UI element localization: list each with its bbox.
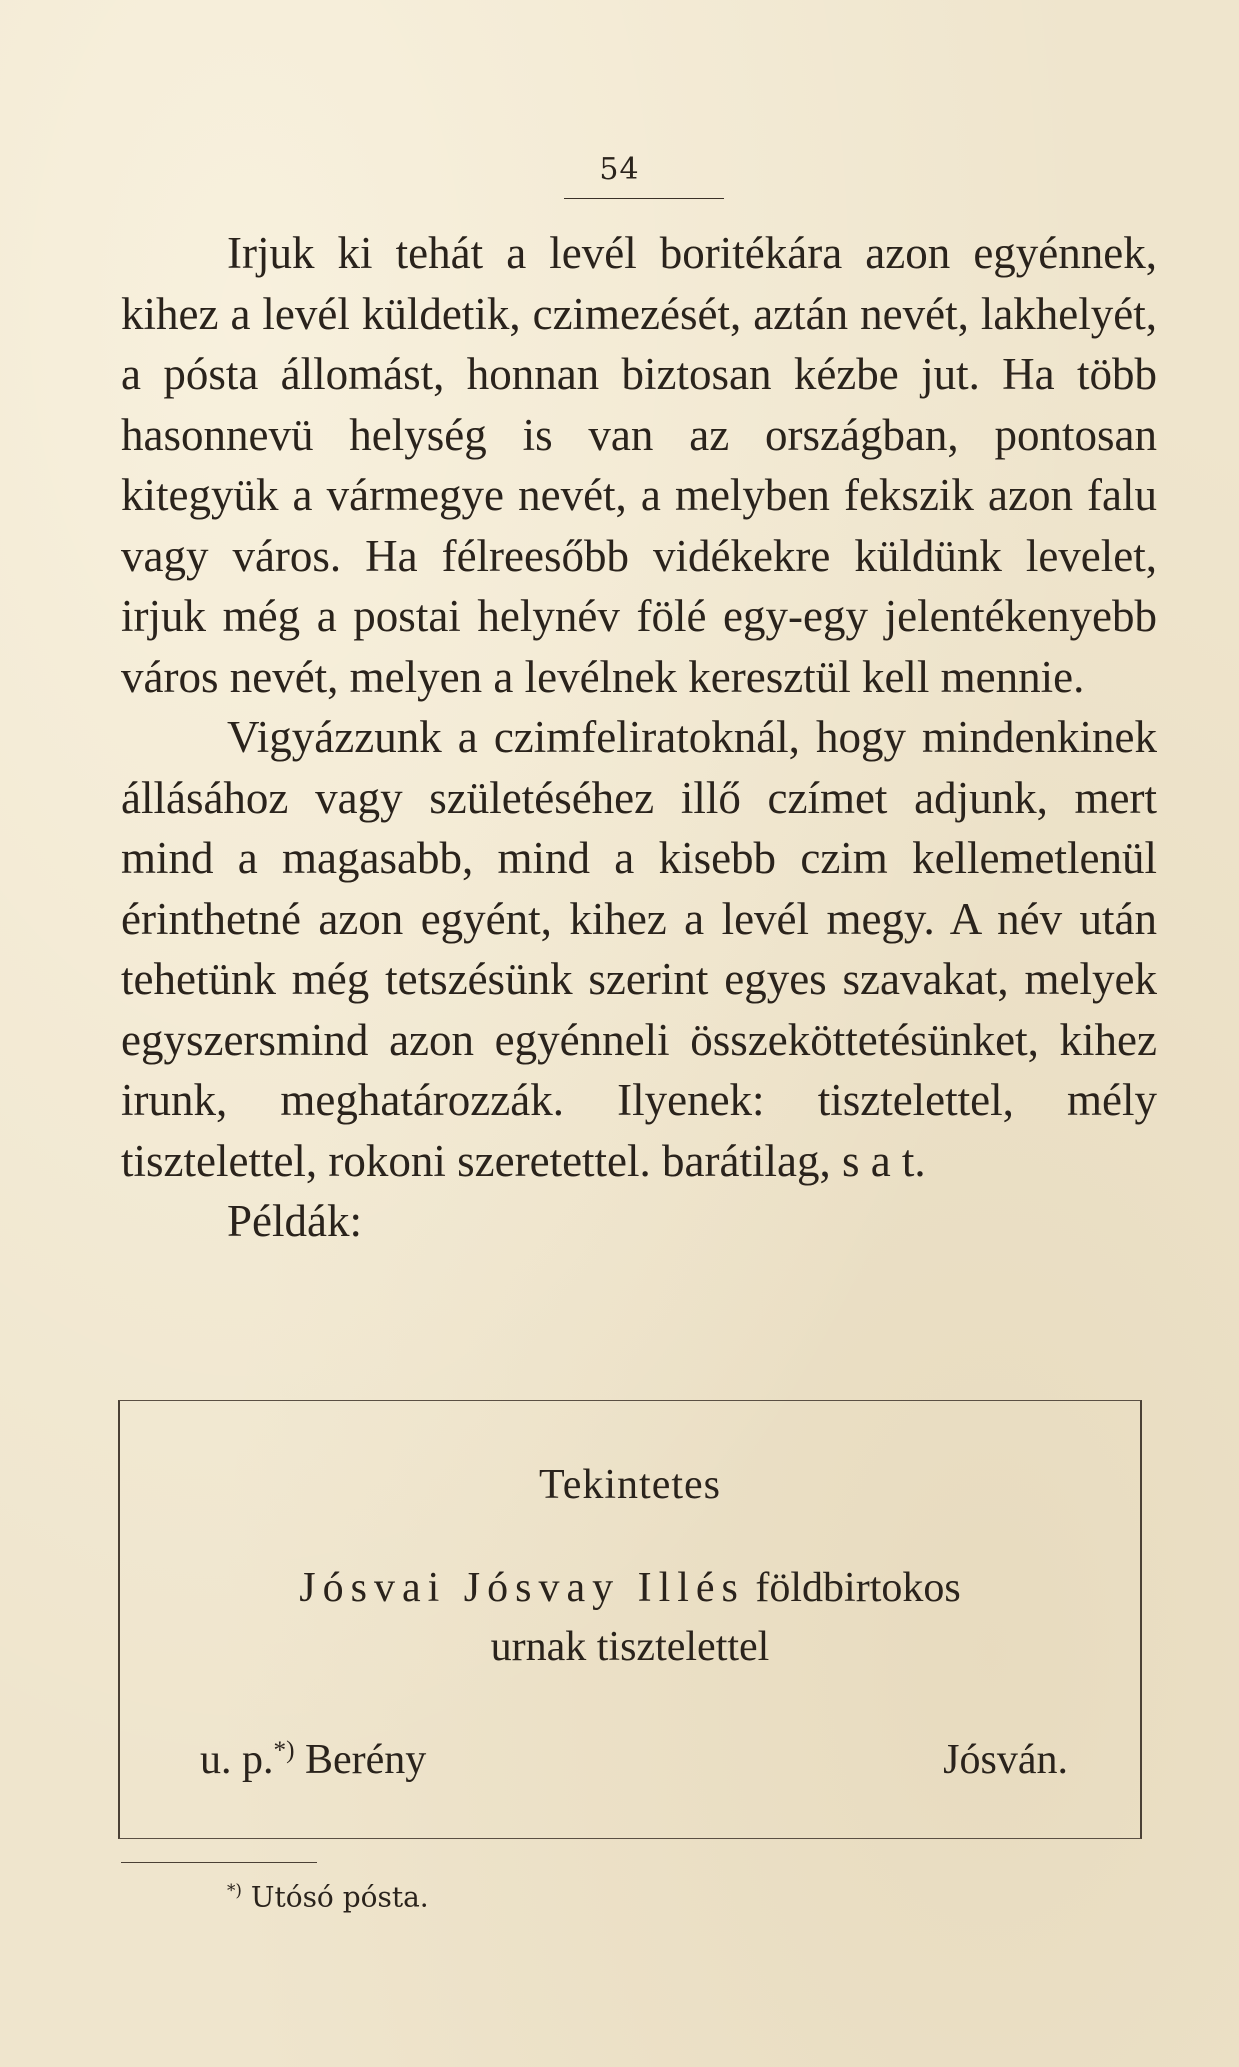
page-number: 54 xyxy=(599,152,640,187)
example-place: Jósván. xyxy=(943,1737,1068,1783)
paragraph-1: Irjuk ki tehát a levél boritékára azon egyénnek, kihez a levél küldetik, czimezését, aztán nevét, lakhelyét, a pósta állomást, honnan biztosan kézbe jut. Ha több hasonnevü helység is van az országban, pontosan kitegyük a vármegye nevét, a melyben fekszik azon falu vagy város. Ha félreesőbb vidékekre küldünk levelet, irjuk még a postai helynév fölé egy-egy jelentékenyebb város nevét, melyen a levélnek keresztül kell mennie. xyxy=(121,228,1157,702)
example-name-line xyxy=(120,1564,1140,1612)
example-name: Jósvai Jósvay Illés xyxy=(299,1565,745,1611)
example-salutation: urnak tisztelettel xyxy=(490,1624,770,1670)
footnote xyxy=(227,1880,429,1913)
paragraph-2: Vigyázzunk a czimfeliratoknál, hogy mindenkinek állásához vagy születéséhez illő czímet adjunk, mert mind a magasabb, mind a kisebb czim kellemetlenül érinthetné azon egyént, kihez a levél megy. A név után tehetünk még tetszésünk szerint egyes szavakat, melyek egyszersmind azon egyénneli összeköttetésünket, kihez irunk, meghatározzák. Ilyenek: tisztelettel, mély tisztelettel, rokoni szeretettel. barátilag, s a t. xyxy=(121,712,1157,1186)
example-occupation: földbirtokos xyxy=(755,1565,961,1611)
example-address-box xyxy=(118,1400,1142,1839)
example-post-office xyxy=(200,1736,426,1784)
examples-label: Példák: xyxy=(227,1196,362,1246)
example-post-mark: *) xyxy=(273,1737,295,1764)
example-title: Tekintetes xyxy=(539,1462,721,1508)
footnote-rule xyxy=(121,1862,317,1863)
page-number-rule xyxy=(564,198,724,199)
example-post-town: Berény xyxy=(304,1737,427,1783)
footnote-mark: *) xyxy=(227,1880,242,1900)
body-text xyxy=(121,223,1157,1252)
example-post-prefix: u. p. xyxy=(200,1737,274,1783)
footnote-text: Utósó pósta. xyxy=(250,1880,429,1914)
